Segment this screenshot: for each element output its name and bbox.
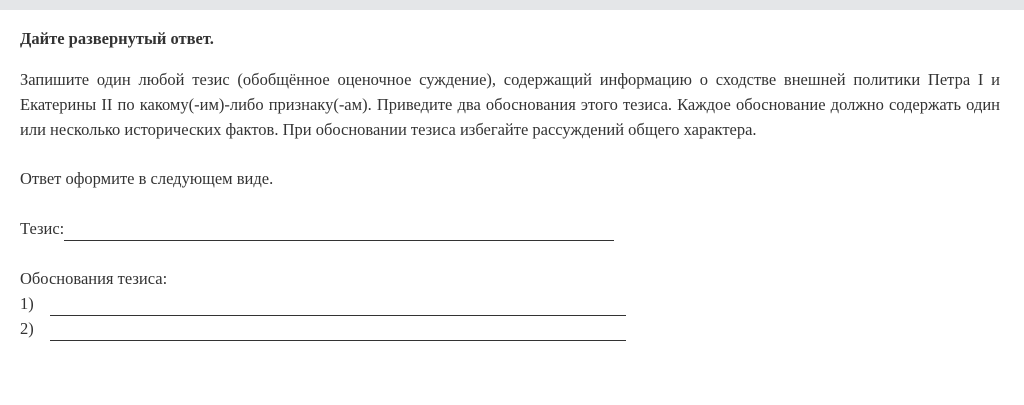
task-heading: Дайте развернутый ответ. xyxy=(20,29,214,48)
reason-number: 1) xyxy=(20,294,34,313)
task-document xyxy=(20,26,1000,341)
task-instruction: Запишите один любой тезис (обобщённое оценочное суждение), содержащий информацию о сходстве внешней политики Петра I и Екатерины II по какому(-им)-либо признаку(-ам). Приведите два обоснования этого тезиса. Каждое обоснование должно содержать один или несколько исторических фактов. При обосновании тезиса избегайте рассуждений общего характера. xyxy=(20,70,1000,139)
reason-answer-line xyxy=(50,321,626,341)
reason-row-1 xyxy=(20,291,1000,316)
top-strip xyxy=(0,0,1024,10)
reasons-title: Обоснования тезиса: xyxy=(20,269,168,288)
reason-number: 2) xyxy=(20,319,34,338)
format-note: Ответ оформите в следующем виде. xyxy=(20,169,274,188)
thesis-answer-line xyxy=(64,221,614,241)
reason-answer-line xyxy=(50,296,626,316)
thesis-row xyxy=(20,216,1000,241)
thesis-label: Тезис: xyxy=(20,219,65,238)
reason-row-2 xyxy=(20,316,1000,341)
